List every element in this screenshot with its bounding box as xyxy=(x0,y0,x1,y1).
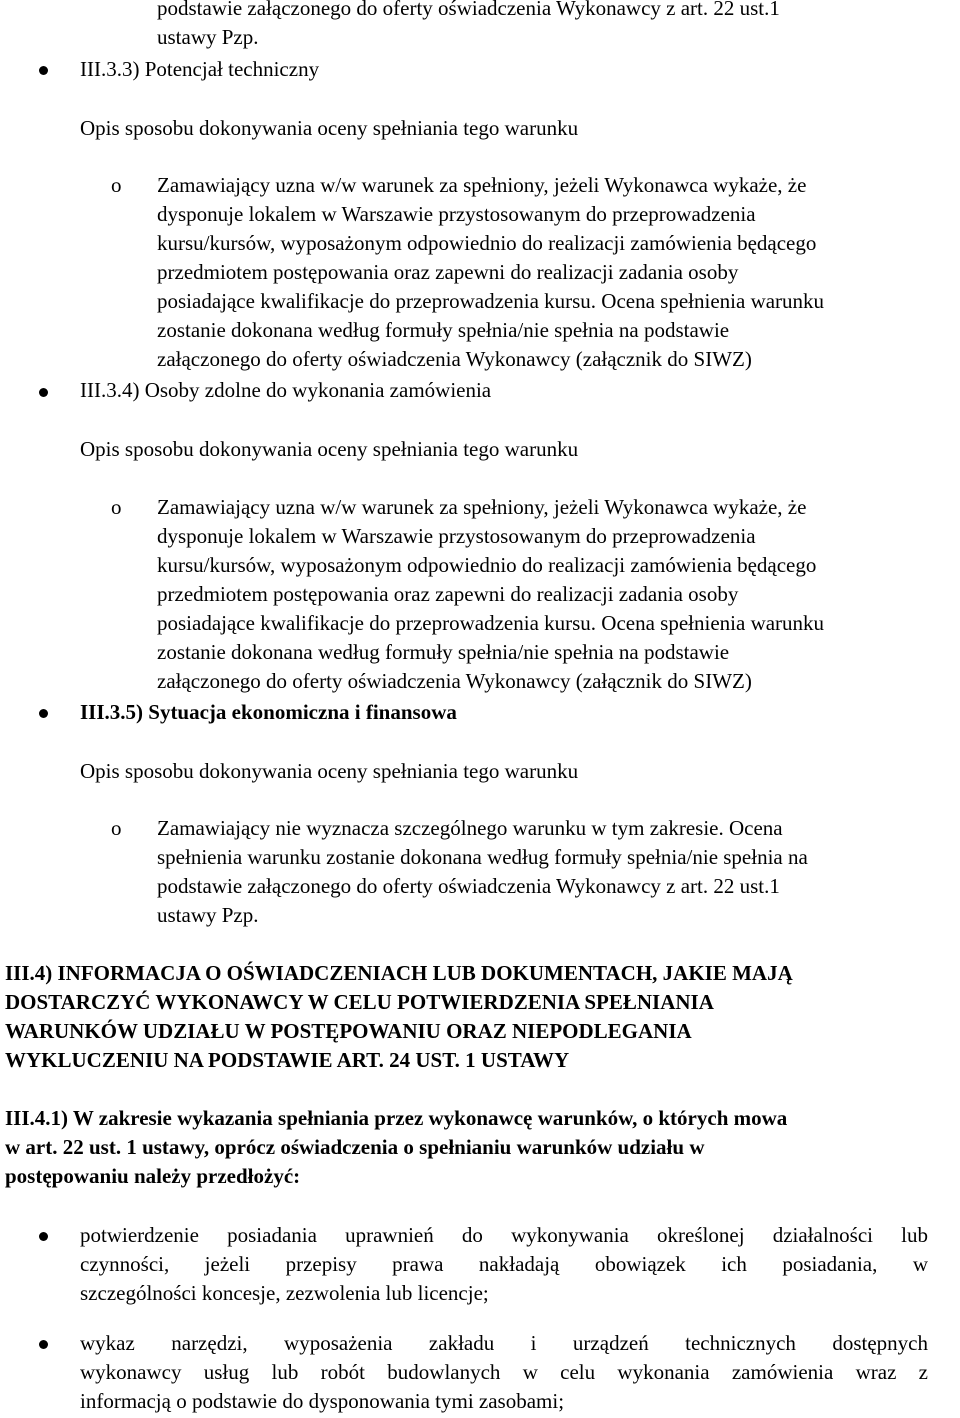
text-line: kursu/kursów, wyposażonym odpowiednio do realizacji zamówienia będącego xyxy=(157,553,817,577)
text-line: szczególności koncesje, zezwolenia lub licencje; xyxy=(80,1281,489,1305)
text-line: Zamawiający nie wyznacza szczególnego warunku w tym zakresie. Ocena xyxy=(157,816,783,840)
section-heading: III.3.4) Osoby zdolne do wykonania zamówienia xyxy=(80,378,492,402)
heading-line: WARUNKÓW UDZIAŁU W POSTĘPOWANIU ORAZ NIEPODLEGANIA xyxy=(5,1019,692,1043)
text-line: ustawy Pzp. xyxy=(157,903,259,927)
text-line: załączonego do oferty oświadczenia Wykonawcy (załącznik do SIWZ) xyxy=(157,347,752,371)
text-line: posiadające kwalifikacje do przeprowadzenia kursu. Ocena spełnienia warunku xyxy=(157,289,825,313)
heading-line: postępowaniu należy przedłożyć: xyxy=(5,1164,301,1188)
text-line: Zamawiający uzna w/w warunek za spełniony, jeżeli Wykonawca wykaże, że xyxy=(157,495,807,519)
text-line: wykonawcy usług lub robót budowlanych w celu wykonania zamówienia wraz z xyxy=(80,1360,928,1384)
text-line: czynności, jeżeli przepisy prawa nakładają obowiązek ich posiadania, w xyxy=(80,1252,928,1276)
section-subheading: Opis sposobu dokonywania oceny spełniania tego warunku xyxy=(80,759,579,783)
text-line: zostanie dokonana według formuły spełnia/nie spełnia na podstawie xyxy=(157,640,730,664)
bullet-icon xyxy=(39,709,48,718)
bullet-icon xyxy=(39,1340,48,1349)
text-line: kursu/kursów, wyposażonym odpowiednio do realizacji zamówienia będącego xyxy=(157,231,817,255)
section-heading: III.3.5) Sytuacja ekonomiczna i finansowa xyxy=(80,700,457,724)
text-line: ustawy Pzp. xyxy=(157,25,259,49)
text-line: zostanie dokonana według formuły spełnia/nie spełnia na podstawie xyxy=(157,318,730,342)
heading-line: WYKLUCZENIU NA PODSTAWIE ART. 24 UST. 1 USTAWY xyxy=(5,1048,570,1072)
bullet-icon xyxy=(39,1232,48,1241)
heading-line: III.4) INFORMACJA O OŚWIADCZENIACH LUB DOKUMENTACH, JAKIE MAJĄ xyxy=(5,961,793,985)
text-line: załączonego do oferty oświadczenia Wykonawcy (załącznik do SIWZ) xyxy=(157,669,752,693)
section-subheading: Opis sposobu dokonywania oceny spełniania tego warunku xyxy=(80,116,579,140)
text-line: podstawie załączonego do oferty oświadczenia Wykonawcy z art. 22 ust.1 xyxy=(157,0,780,20)
section-subheading: Opis sposobu dokonywania oceny spełniania tego warunku xyxy=(80,437,579,461)
text-line: dysponuje lokalem w Warszawie przystosowanym do przeprowadzenia xyxy=(157,524,756,548)
text-line: spełnienia warunku zostanie dokonana według formuły spełnia/nie spełnia na xyxy=(157,845,808,869)
bullet-icon xyxy=(39,66,48,75)
circle-bullet-icon: o xyxy=(111,495,122,519)
text-line: informacją o podstawie do dysponowania tymi zasobami; xyxy=(80,1389,565,1413)
text-line: potwierdzenie posiadania uprawnień do wykonywania określonej działalności lub xyxy=(80,1223,928,1247)
bullet-icon xyxy=(39,388,48,397)
text-line: podstawie załączonego do oferty oświadczenia Wykonawcy z art. 22 ust.1 xyxy=(157,874,780,898)
heading-line: DOSTARCZYĆ WYKONAWCY W CELU POTWIERDZENIA SPEŁNIANIA xyxy=(5,990,714,1014)
text-line: posiadające kwalifikacje do przeprowadzenia kursu. Ocena spełnienia warunku xyxy=(157,611,825,635)
circle-bullet-icon: o xyxy=(111,173,122,197)
circle-bullet-icon: o xyxy=(111,816,122,840)
text-line: Zamawiający uzna w/w warunek za spełniony, jeżeli Wykonawca wykaże, że xyxy=(157,173,807,197)
text-line: przedmiotem postępowania oraz zapewni do realizacji zadania osoby xyxy=(157,582,739,606)
text-line: dysponuje lokalem w Warszawie przystosowanym do przeprowadzenia xyxy=(157,202,756,226)
heading-line: w art. 22 ust. 1 ustawy, oprócz oświadczenia o spełnianiu warunków udziału w xyxy=(5,1135,705,1159)
heading-line: III.4.1) W zakresie wykazania spełniania przez wykonawcę warunków, o których mowa xyxy=(5,1106,788,1130)
section-heading: III.3.3) Potencjał techniczny xyxy=(80,57,320,81)
text-line: wykaz narzędzi, wyposażenia zakładu i urządzeń technicznych dostępnych xyxy=(80,1331,928,1355)
text-line: przedmiotem postępowania oraz zapewni do realizacji zadania osoby xyxy=(157,260,739,284)
